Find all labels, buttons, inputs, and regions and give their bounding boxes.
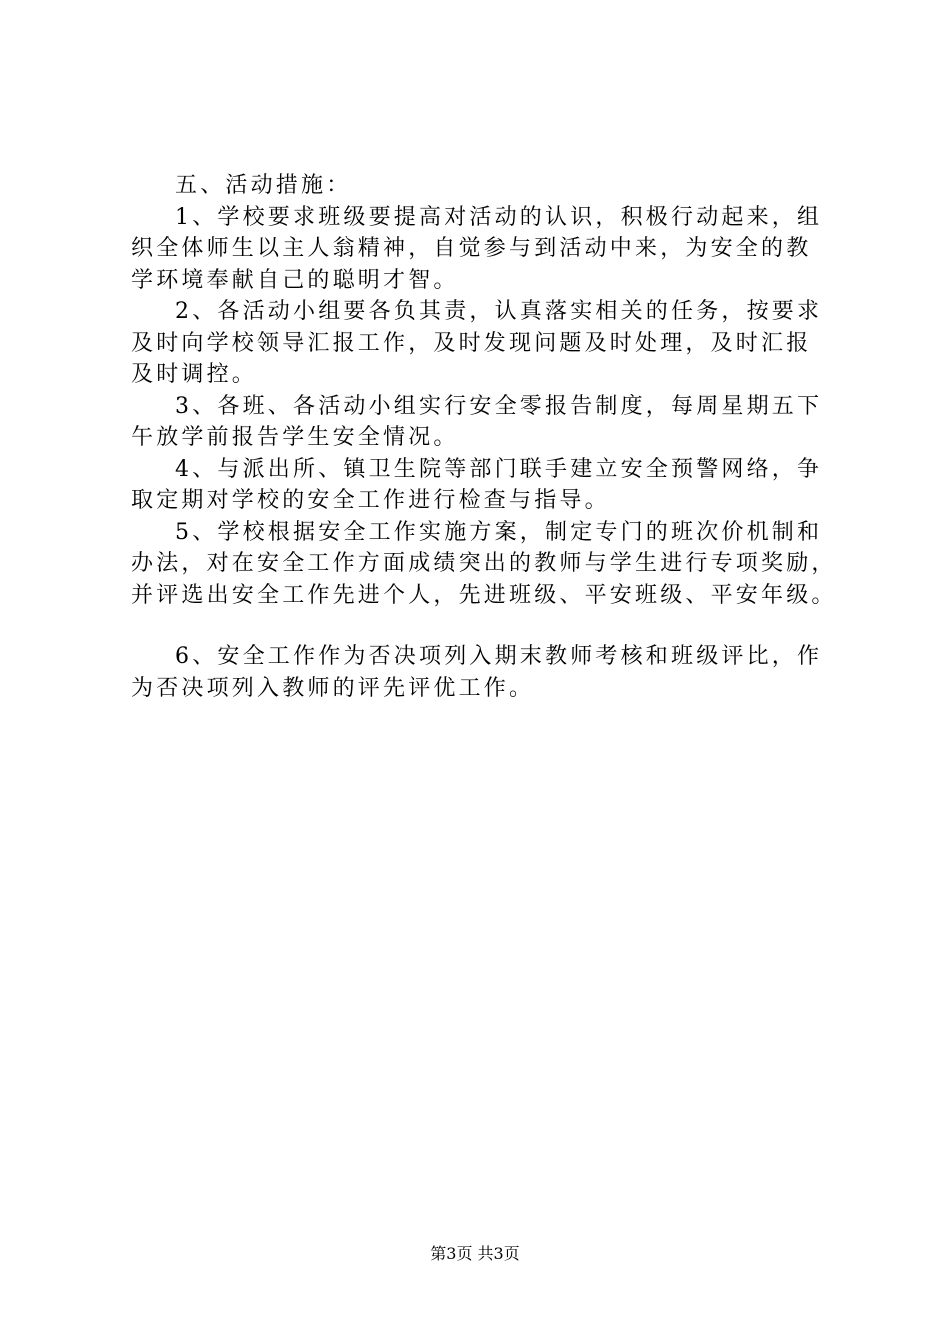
paragraph-line: 办法，对在安全工作方面成绩突出的教师与学生进行专项奖励， — [131, 551, 837, 576]
paragraph-line: 1、学校要求班级要提高对活动的认识，积极行动起来，组 — [175, 204, 823, 230]
paragraph-line: 学环境奉献自己的聪明才智。 — [131, 267, 459, 293]
paragraph-line: 5、学校根据安全工作实施方案，制定专门的班次价机制和 — [175, 519, 823, 545]
paragraph-line: 午放学前报告学生安全情况。 — [131, 425, 459, 450]
section-heading: 五、活动措施： — [175, 173, 352, 198]
paragraph-line: 织全体师生以主人翁精神，自觉参与到活动中来，为安全的教 — [131, 236, 812, 261]
paragraph-line: 及时向学校领导汇报工作，及时发现问题及时处理，及时汇报 — [131, 330, 812, 356]
paragraph-line: 3、各班、各活动小组实行安全零报告制度，每周星期五下 — [175, 393, 823, 419]
paragraph-line: 取定期对学校的安全工作进行检查与指导。 — [131, 488, 610, 513]
paragraph-line: 及时调控。 — [131, 362, 258, 387]
document-body — [131, 170, 837, 704]
paragraph-2 — [131, 296, 831, 391]
paragraph-spacer — [131, 611, 831, 641]
page-footer: 第3页 共3页 — [430, 1244, 520, 1263]
paragraph-line: 并评选出安全工作先进个人，先进班级、平安班级、平安年级。 — [131, 582, 837, 608]
paragraph-1 — [131, 202, 831, 297]
paragraph-3 — [131, 391, 831, 454]
paragraph-line: 4、与派出所、镇卫生院等部门联手建立安全预警网络，争 — [175, 456, 823, 482]
paragraph-line: 6、安全工作作为否决项列入期末教师考核和班级评比，作 — [175, 644, 823, 669]
paragraph-4 — [131, 454, 831, 517]
paragraph-line: 为否决项列入教师的评先评优工作。 — [131, 675, 535, 701]
paragraph-line: 2、各活动小组要各负其责，认真落实相关的任务，按要求 — [175, 299, 823, 324]
paragraph-6 — [131, 641, 831, 704]
paragraph-5 — [131, 517, 837, 612]
